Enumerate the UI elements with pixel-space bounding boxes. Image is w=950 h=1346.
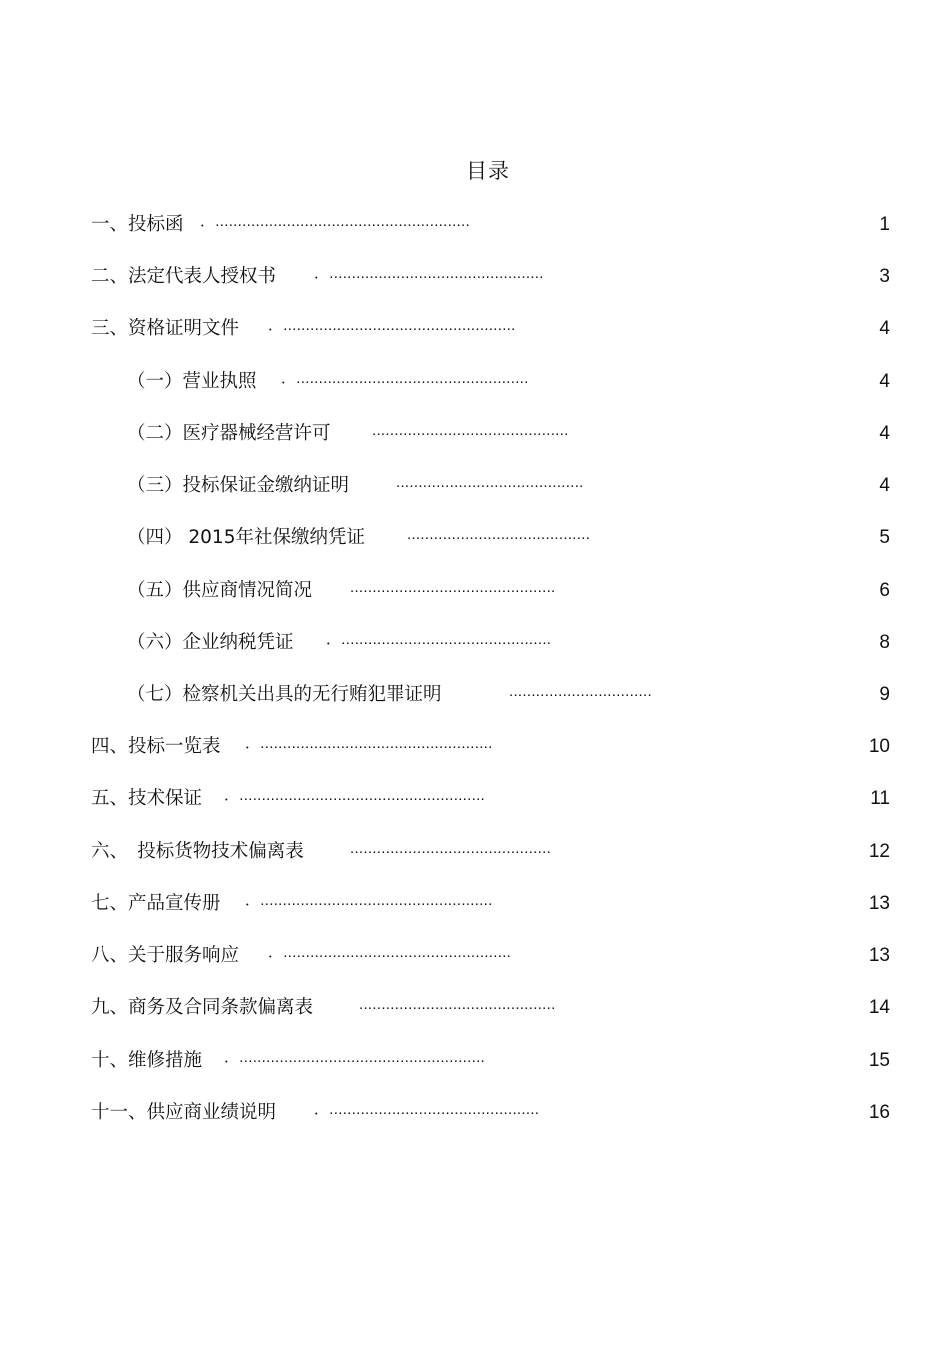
toc-entry-leader: ............................................. <box>350 840 552 857</box>
toc-entry-page: 4 <box>879 423 890 444</box>
toc-entry-leader: ............................................ <box>372 422 569 439</box>
toc-entry-label: （六）企业纳税凭证 <box>127 632 294 653</box>
toc-entry-leader: ．................................................ <box>314 265 544 282</box>
toc-entry-leader: ................................ <box>509 683 652 700</box>
toc-entry-label: （七）检察机关出具的无行贿犯罪证明 <box>127 684 442 705</box>
toc-entry[interactable] <box>0 576 950 606</box>
toc-entry-label: 五、技术保证 <box>91 788 203 809</box>
toc-entry[interactable] <box>0 262 950 292</box>
toc-entry[interactable] <box>0 837 950 867</box>
toc-entry-label: 三、资格证明文件 <box>91 318 240 339</box>
toc-entry-page: 9 <box>879 684 890 705</box>
toc-entry[interactable] <box>0 889 950 919</box>
toc-entry-leader: ．....................................................... <box>224 1049 486 1066</box>
toc-entry-page: 5 <box>879 527 890 548</box>
toc-entry-page: 15 <box>868 1050 890 1071</box>
toc-entry-leader: ．....................................................... <box>224 787 486 804</box>
toc-entry-leader: ．.................................................... <box>245 892 493 909</box>
toc-entry-page: 4 <box>879 475 890 496</box>
toc-entry-leader: ．............................................... <box>314 1101 540 1118</box>
toc-entry[interactable] <box>0 419 950 449</box>
toc-entry[interactable] <box>0 941 950 971</box>
toc-entry-label: （四） 2015年社保缴纳凭证 <box>127 527 365 548</box>
toc-entry-leader: ．.................................................... <box>281 370 529 387</box>
toc-entry[interactable] <box>0 993 950 1023</box>
toc-title: 目录 <box>466 159 510 183</box>
toc-entry-page: 4 <box>879 371 890 392</box>
toc-entry-leader: ．............................................... <box>326 631 552 648</box>
toc-entry-page: 8 <box>879 632 890 653</box>
toc-entry-page: 13 <box>868 893 890 914</box>
toc-entry-page: 10 <box>868 736 890 757</box>
toc-entry-label: 九、商务及合同条款偏离表 <box>91 997 314 1018</box>
toc-entry-label: 十、维修措施 <box>91 1050 203 1071</box>
toc-entry-page: 3 <box>879 266 890 287</box>
toc-entry-label: 四、投标一览表 <box>91 736 221 757</box>
toc-entry-leader: ............................................ <box>359 996 556 1013</box>
toc-entry-label: （三）投标保证金缴纳证明 <box>127 475 350 496</box>
toc-entry-label: 八、关于服务响应 <box>91 945 240 966</box>
toc-entry-leader: .......................................... <box>396 474 584 491</box>
toc-entry-page: 6 <box>879 580 890 601</box>
toc-entry-page: 1 <box>879 214 890 235</box>
toc-entry-leader: ．.................................................... <box>268 317 516 334</box>
toc-entry[interactable] <box>0 523 950 553</box>
toc-entry[interactable] <box>0 732 950 762</box>
toc-entry-page: 12 <box>868 841 890 862</box>
toc-entry-page: 13 <box>868 945 890 966</box>
toc-entry-page: 11 <box>870 788 890 809</box>
toc-entry[interactable] <box>0 1046 950 1076</box>
toc-entry-label: （五）供应商情况简况 <box>127 580 313 601</box>
toc-entry[interactable] <box>0 628 950 658</box>
toc-entry-leader: .............................................. <box>350 579 556 596</box>
toc-entry-label: 十一、供应商业绩说明 <box>91 1102 277 1123</box>
toc-entry-label: （一）营业执照 <box>127 371 257 392</box>
toc-entry-label: 二、法定代表人授权书 <box>91 266 277 287</box>
toc-entry-label: （二）医疗器械经营许可 <box>127 423 331 444</box>
toc-entry-label: 七、产品宣传册 <box>91 893 221 914</box>
toc-entry-page: 16 <box>868 1102 890 1123</box>
toc-entry-page: 14 <box>868 997 890 1018</box>
toc-entry-leader: ．.................................................... <box>245 735 493 752</box>
toc-entry[interactable] <box>0 471 950 501</box>
toc-entry[interactable] <box>0 367 950 397</box>
toc-entry-leader: ......................................... <box>407 526 591 543</box>
toc-entry[interactable] <box>0 1098 950 1128</box>
toc-entry-leader: ．......................................................... <box>200 213 470 230</box>
toc-entry[interactable] <box>0 680 950 710</box>
toc-entry-label: 一、投标函 <box>91 214 184 235</box>
toc-entry-leader: ．................................................... <box>268 944 512 961</box>
toc-entry[interactable] <box>0 314 950 344</box>
toc-entry-label: 六、 投标货物技术偏离表 <box>91 841 304 862</box>
toc-entry[interactable] <box>0 784 950 814</box>
toc-entry-page: 4 <box>879 318 890 339</box>
toc-entry[interactable] <box>0 210 950 240</box>
